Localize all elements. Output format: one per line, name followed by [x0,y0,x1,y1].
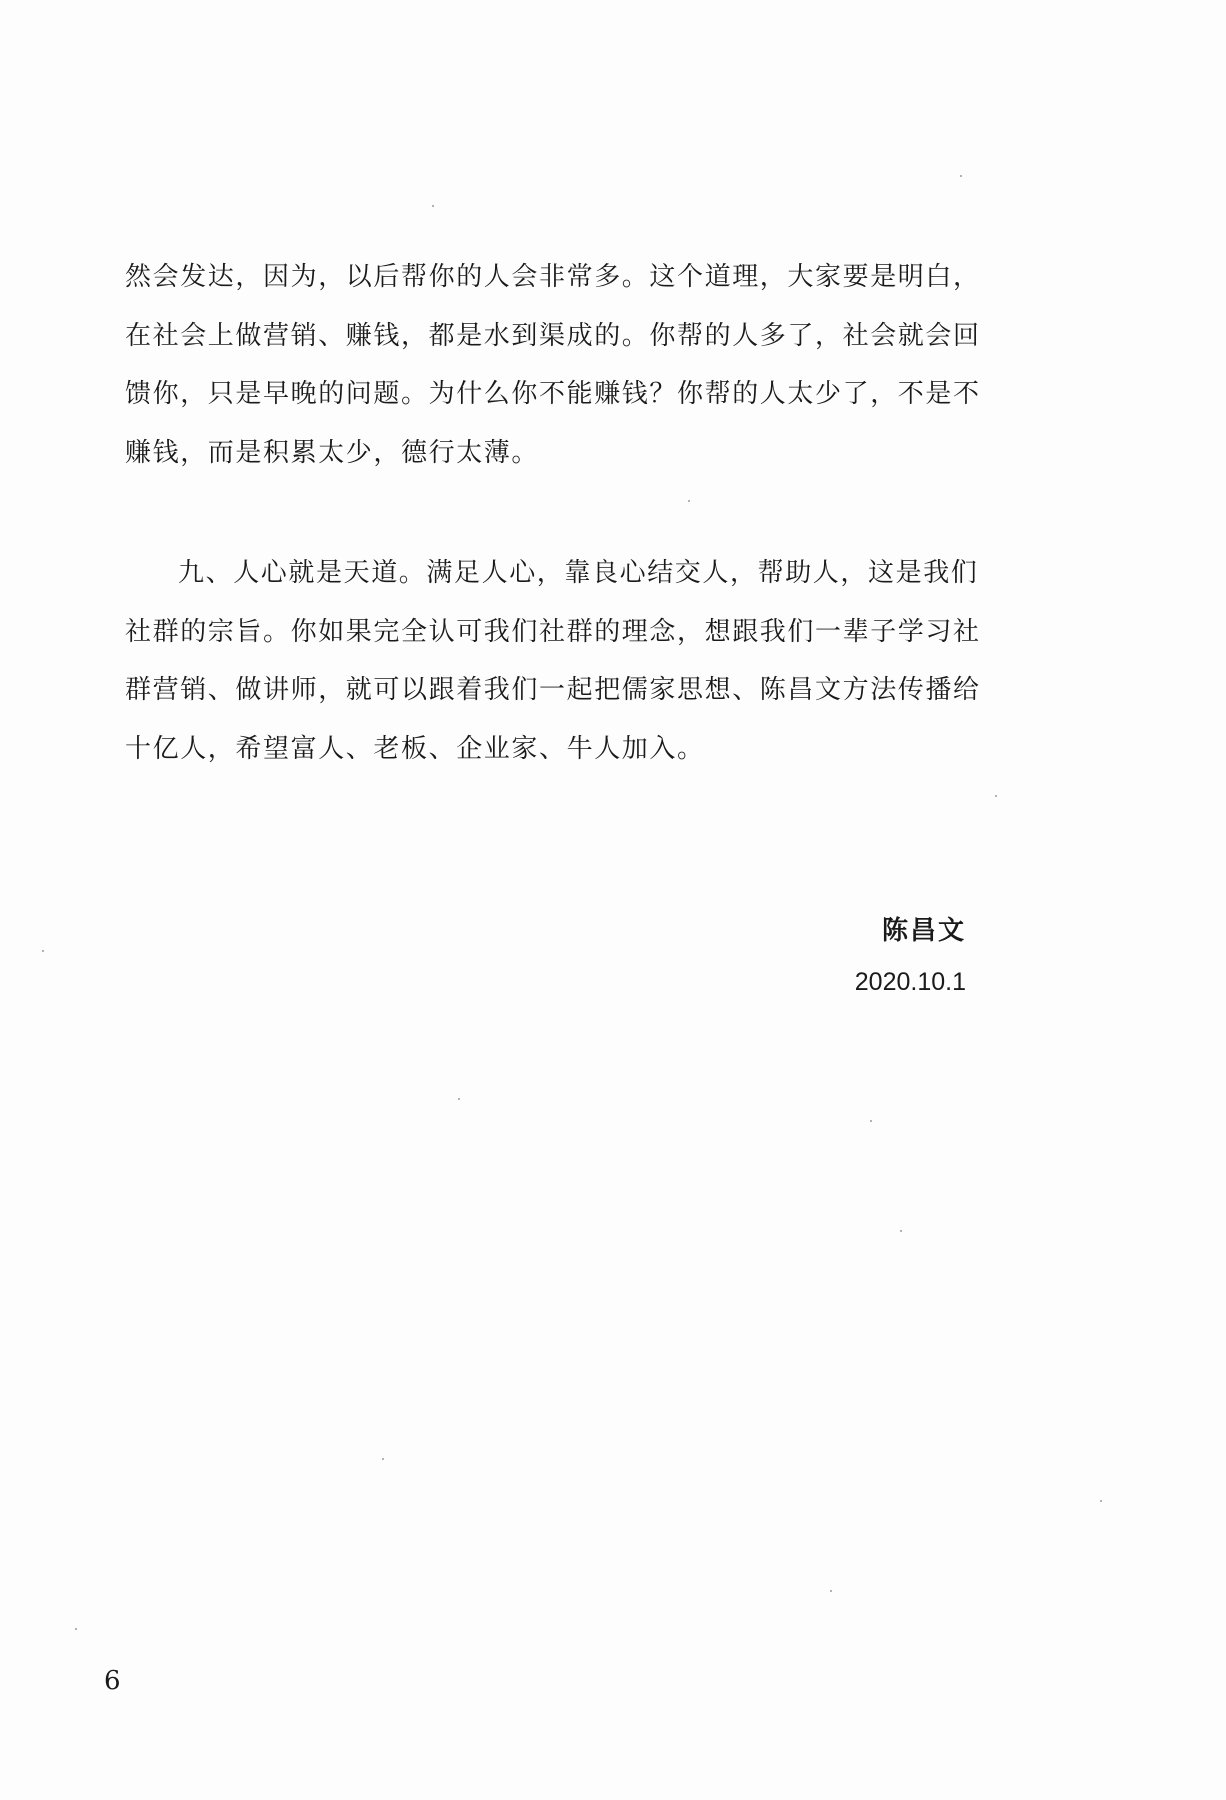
signature-date: 2020.10.1 [854,968,966,996]
scan-speck [458,1098,460,1100]
scan-speck [688,500,690,502]
scan-speck [870,1120,872,1122]
paragraph-line: 十亿人，希望富人、老板、企业家、牛人加入。 [125,733,705,764]
scan-speck [1100,1500,1102,1502]
scan-speck [995,795,997,797]
paragraph-1 [125,248,981,482]
paragraph-line: 群营销、做讲师，就可以跟着我们一起把儒家思想、陈昌文方法传播给 [125,675,981,705]
paragraph-line: 馈你，只是早晚的问题。为什么你不能赚钱？你帮的人太少了，不是不 [125,379,981,409]
scan-speck [960,175,962,177]
scan-speck [830,1590,832,1592]
scan-speck [432,205,434,207]
page-number: 6 [104,1666,121,1696]
paragraph-line: 社群的宗旨。你如果完全认可我们社群的理念，想跟我们一辈子学习社 [125,616,981,647]
scan-speck [42,950,44,952]
scan-speck [900,1230,902,1232]
paragraph-line: 然会发达，因为，以后帮你的人会非常多。这个道理，大家要是明白， [125,262,981,292]
paragraph-line: 在社会上做营销、赚钱，都是水到渠成的。你帮的人多了，社会就会回 [125,320,981,351]
paragraph-line: 赚钱，而是积累太少，德行太薄。 [125,437,540,468]
paragraph-2 [125,544,981,778]
paragraph-line: 九、人心就是天道。满足人心，靠良心结交人，帮助人，这是我们 [178,558,979,588]
scan-speck [382,1458,384,1460]
signature-author: 陈昌文 [881,916,966,946]
scan-speck [75,1628,77,1630]
